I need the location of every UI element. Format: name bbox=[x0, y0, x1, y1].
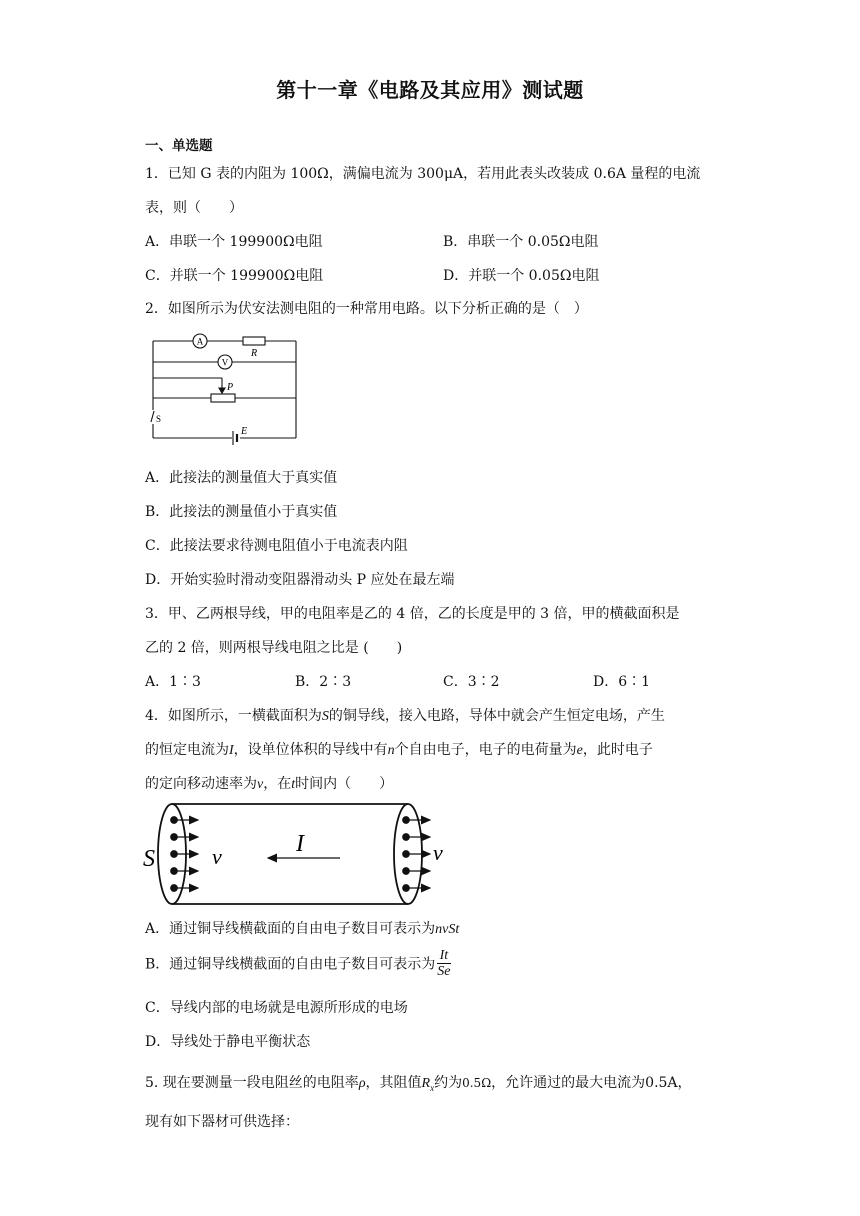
resistance-symbol: R bbox=[421, 1076, 431, 1091]
q3-stem-line2: 乙的 2 倍，则两根导线电阻之比是 ( ) bbox=[145, 640, 403, 656]
q3-option-b: B．2∶3 bbox=[295, 674, 352, 690]
q3-option-d: D．6∶1 bbox=[593, 674, 651, 690]
q4-stem-line1: 4．如图所示，一横截面积为S的铜导线，接入电路，导体中就会产生恒定电场，产生 bbox=[145, 708, 665, 724]
q4-option-a: A．通过铜导线横截面的自由电子数目可表示为nvSt bbox=[145, 921, 460, 937]
q4-option-c: C．导线内部的电场就是电源所形成的电场 bbox=[145, 1000, 408, 1016]
resistivity-symbol: ρ bbox=[358, 1076, 366, 1091]
q2-option-c: C．此接法要求待测电阻值小于电流表内阻 bbox=[145, 538, 408, 554]
q4-stem-line3: 的定向移动速率为v，在t时间内（ ） bbox=[145, 776, 394, 792]
q3-option-a: A．1∶3 bbox=[145, 674, 201, 690]
q4-stem-line2: 的恒定电流为I，设单位体积的导线中有n个自由电子，电子的电荷量为e，此时电子 bbox=[145, 742, 653, 758]
q1-option-c: C．并联一个 199900Ω电阻 bbox=[145, 268, 324, 284]
charge-symbol: e bbox=[576, 743, 583, 758]
q2-option-d: D．开始实验时滑动变阻器滑动头 P 应处在最左端 bbox=[145, 572, 455, 588]
page-title: 第十一章《电路及其应用》测试题 bbox=[276, 78, 584, 102]
time-symbol: t bbox=[291, 777, 296, 792]
q1-option-b: B．串联一个 0.05Ω电阻 bbox=[443, 234, 599, 250]
speed-symbol: v bbox=[257, 777, 264, 792]
q5-stem-line1: 5. 现在要测量一段电阻丝的电阻率ρ，其阻值$R_x$约为0.5Ω，允许通过的最大电流为0.5A， bbox=[145, 1075, 692, 1093]
area-label: S bbox=[143, 846, 155, 872]
right-speed-label: v bbox=[433, 840, 443, 865]
expr-nvst: nvSt bbox=[435, 922, 460, 937]
q4-option-d: D．导线处于静电平衡状态 bbox=[145, 1034, 311, 1050]
area-symbol: S bbox=[321, 709, 329, 724]
battery-label: E bbox=[241, 426, 248, 437]
q2-circuit-diagram bbox=[145, 330, 305, 445]
section-heading: 一、单选题 bbox=[145, 138, 213, 154]
q2-option-b: B．此接法的测量值小于真实值 bbox=[145, 504, 338, 520]
density-symbol: n bbox=[387, 743, 395, 758]
ammeter-label: A bbox=[196, 336, 204, 347]
q4-option-b: B．通过铜导线横截面的自由电子数目可表示为 $\frac{It}{Se}$ bbox=[145, 948, 451, 979]
q1-option-a: A．串联一个 199900Ω电阻 bbox=[145, 234, 323, 250]
voltmeter-label: V bbox=[221, 357, 229, 368]
left-speed-label: v bbox=[212, 844, 222, 869]
q4-conductor-diagram bbox=[140, 800, 450, 912]
resistor-label: R bbox=[251, 348, 258, 359]
slider-label: P bbox=[227, 382, 234, 393]
q3-stem-line1: 3．甲、乙两根导线，甲的电阻率是乙的 4 倍，乙的长度是甲的 3 倍，甲的横截面积是 bbox=[145, 606, 680, 622]
fraction-it-over-se: $\frac{It}{Se}$ bbox=[437, 948, 451, 979]
q2-stem: 2．如图所示为伏安法测电阻的一种常用电路。以下分析正确的是（ ） bbox=[145, 301, 588, 317]
q1-stem-line1: 1．已知 G 表的内阻为 100Ω，满偏电流为 300μA，若用此表头改装成 0.6A 量程的电流 bbox=[145, 166, 701, 182]
switch-label: S bbox=[156, 414, 162, 424]
current-label: I bbox=[296, 831, 304, 857]
q1-stem-line2: 表，则（ ） bbox=[145, 200, 243, 216]
q2-option-a: A．此接法的测量值大于真实值 bbox=[145, 470, 338, 486]
q3-option-c: C．3∶2 bbox=[443, 674, 500, 690]
q1-option-d: D．并联一个 0.05Ω电阻 bbox=[443, 268, 600, 284]
q5-stem-line2: 现有如下器材可供选择： bbox=[145, 1114, 299, 1130]
current-symbol: I bbox=[229, 743, 234, 758]
